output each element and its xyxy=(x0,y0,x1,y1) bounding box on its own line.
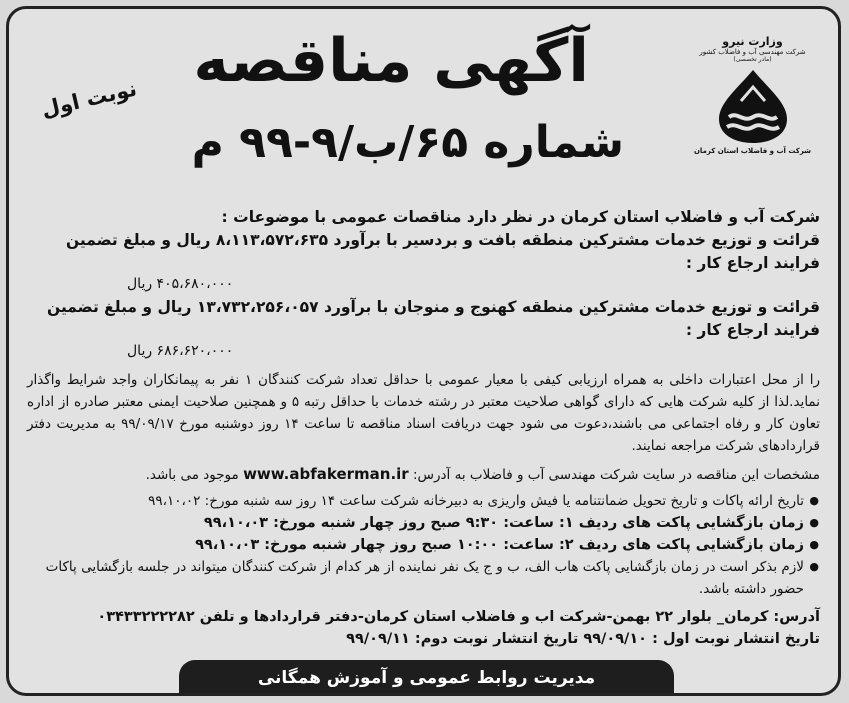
company-logo xyxy=(685,35,820,155)
ministry-label: وزارت نیرو xyxy=(722,35,783,48)
parent-company-label: شرکت مهندسی آب و فاضلاب کشور xyxy=(699,48,806,56)
tender-number: شماره ۶۵/ب/۹-۹۹ م xyxy=(191,117,624,168)
list-item: ● زمان بازگشایی پاکت های ردیف ۱: ساعت: ۹:۳۰ صبح روز چهار شنبه مورخ: ۹۹،۱۰،۰۳ xyxy=(27,512,804,534)
list-item: ● زمان بازگشایی پاکت های ردیف ۲: ساعت: ۱۰:۰۰ صبح روز چهار شنبه مورخ: ۹۹،۱۰،۰۳ xyxy=(27,534,804,556)
website-suffix: موجود می باشد. xyxy=(145,467,239,483)
tender-item-2-guarantee: ۶۸۶،۶۲۰،۰۰۰ ریال xyxy=(127,343,234,359)
list-item: ● لازم بذکر است در زمان بازگشایی پاکت هاب الف، ب و ج یک نفر نماینده از هر کدام از شرکت کنندگان میتواند در جلسه بازگشایی پاکات حضور داشته باشد. xyxy=(27,556,804,600)
tender-item-2: قرائت و توزیع خدمات مشترکین منطقه کهنوج و منوجان با برآورد ۱۳،۷۳۲،۲۵۶،۰۵۷ ریال و مبلغ تضمین فرایند ارجاع کار : xyxy=(47,298,820,339)
publish-dates-line: تاریخ انتشار نوبت اول : ۹۹/۰۹/۱۰ تاریخ انتشار نوبت دوم: ۹۹/۰۹/۱۱ xyxy=(346,631,820,647)
contact-info xyxy=(27,606,820,650)
page-title: آگهی مناقصه xyxy=(193,26,589,96)
parent-company-sub: (مادر تخصصی) xyxy=(733,56,772,64)
notice-body xyxy=(27,206,820,650)
department-footer: مدیریت روابط عمومی و آموزش همگانی xyxy=(179,660,674,696)
intro-text: شرکت آب و فاضلاب استان کرمان در نظر دارد مناقصات عمومی با موضوعات : xyxy=(221,208,820,226)
tender-item-1-guarantee: ۴۰۵،۶۸۰،۰۰۰ ریال xyxy=(127,276,234,292)
list-item: ● تاریخ ارائه پاکات و تاریخ تحویل ضمانتنامه یا فیش واریزی به دبیرخانه شرکت ساعت ۱۴ روز سه شنبه مورخ: ۹۹،۱۰،۰۲ xyxy=(27,490,804,512)
schedule-list xyxy=(27,490,820,600)
regional-company-label: شرکت آب و فاضلاب استان کرمان xyxy=(693,147,812,156)
website-line xyxy=(27,463,820,486)
header xyxy=(9,9,838,204)
tender-item-1: قرائت و توزیع خدمات مشترکین منطقه بافت و بردسیر با برآورد ۸،۱۱۳،۵۷۲،۶۳۵ ریال و مبلغ تضمین فرایند ارجاع کار : xyxy=(65,231,820,272)
website-prefix: مشخصات این مناقصه در سایت شرکت مهندسی آب و فاضلاب به آدرس: xyxy=(413,467,820,483)
conditions-paragraph: را از محل اعتبارات داخلی به همراه ارزیابی کیفی با معیار عمومی با حداقل تعداد شرکت کنندگان ۱ نفر به پیمانکاران واجد شرایط واگذار نماید.لذا از کلیه شرکت هایی که دارای گواهی صلاحیت معتبر در رشته خدمات با حداقل رتبه ۵ و همچنین صلاحیت ایمنی معتبر صادره از اداره تعاون کار و رفاه اجتماعی می باشند،دعوت می شود جهت دریافت اسناد مناقصه تا ساعت ۱۴ روز دوشنبه مورخ ۹۹/۰۹/۱۷ به مدیریت دفتر قراردادهای شرکت مراجعه نمایند. xyxy=(27,372,821,454)
round-label: نوبت اول xyxy=(39,76,139,122)
water-drop-logo-icon xyxy=(707,67,799,145)
website-link[interactable]: www.abfakerman.ir xyxy=(243,465,409,483)
tender-notice xyxy=(6,6,841,696)
address-line: آدرس: کرمان_ بلوار ۲۲ بهمن-شرکت اب و فاضلاب استان کرمان-دفتر قراردادها و تلفن ۰۳۴۳۳۲۲۲۲۸۲ xyxy=(97,609,820,625)
